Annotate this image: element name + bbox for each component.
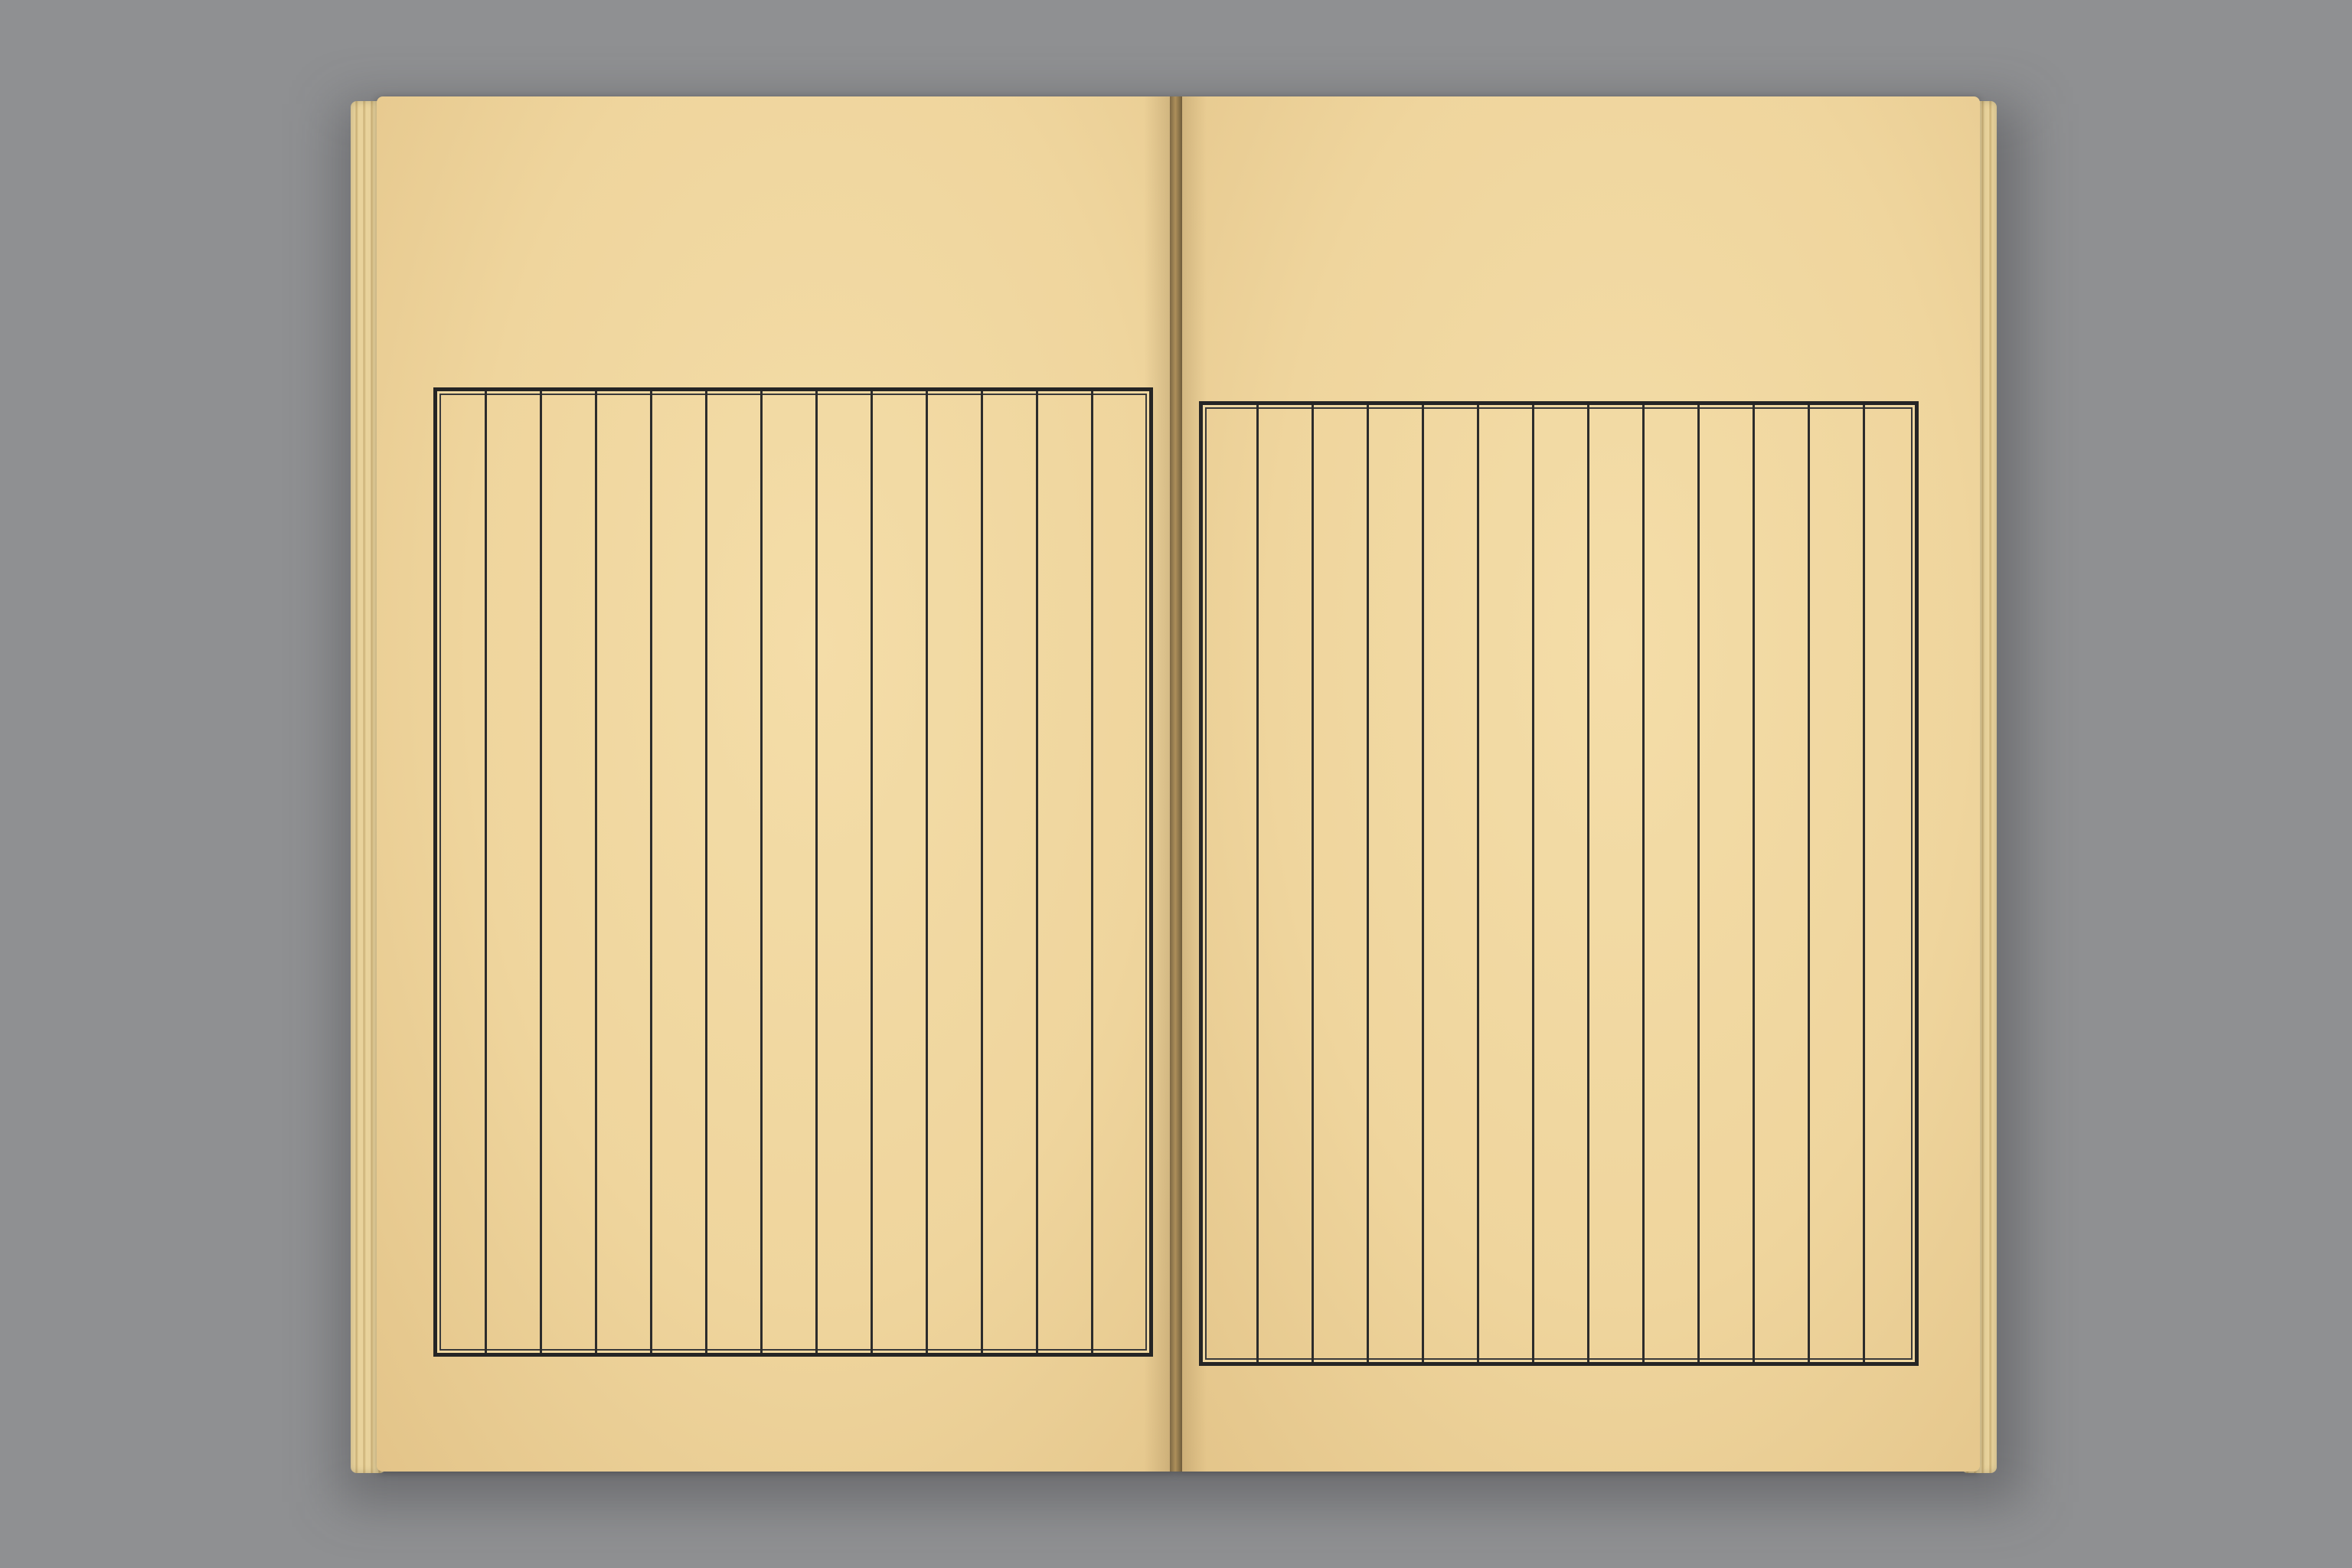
left-column-text — [822, 410, 877, 1334]
left-column-text — [546, 410, 601, 1334]
right-column-text — [1753, 423, 1808, 1344]
right-column-text — [1642, 423, 1697, 1344]
left-column-text — [766, 410, 822, 1334]
left-column-text — [711, 410, 766, 1334]
left-column-text — [656, 410, 711, 1334]
right-column-text — [1256, 423, 1312, 1344]
left-page-text-frame — [433, 387, 1153, 1357]
right-column-text — [1422, 423, 1477, 1344]
right-column-text — [1532, 423, 1587, 1344]
right-column-text — [1697, 423, 1753, 1344]
left-column-text — [491, 410, 546, 1334]
left-margin-strip — [410, 397, 431, 1347]
left-column-text — [932, 410, 987, 1334]
left-column-text — [436, 410, 491, 1334]
left-column-text — [601, 410, 656, 1334]
right-column-text — [1477, 423, 1532, 1344]
left-column-text — [987, 410, 1042, 1334]
right-column-text — [1201, 423, 1256, 1344]
right-page-text-frame — [1199, 401, 1919, 1366]
right-margin-strip — [1919, 411, 1941, 1356]
left-column-text — [1097, 410, 1152, 1334]
right-column-text — [1367, 423, 1422, 1344]
right-column-text — [1587, 423, 1642, 1344]
left-column-text — [1042, 410, 1097, 1334]
left-column-text — [877, 410, 932, 1334]
book-spine — [1170, 96, 1182, 1472]
right-column-text — [1312, 423, 1367, 1344]
right-column-text — [1863, 423, 1918, 1344]
right-column-text — [1808, 423, 1863, 1344]
